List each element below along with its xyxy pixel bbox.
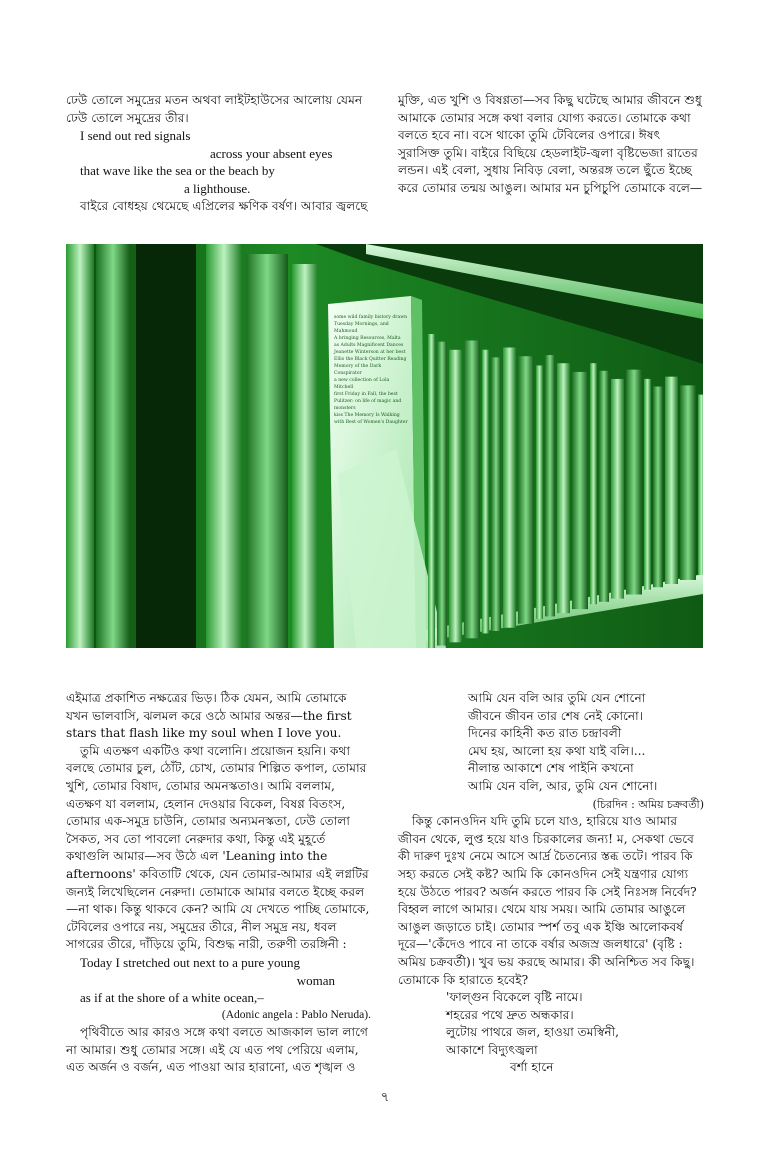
paragraph: মুক্তি, এত খুশি ও বিষণ্ণতা—সব কিছু ঘটেছে আমার জীবনে শুধু আমাকে তোমার সঙ্গে কথা বলার যোগ্য করতে। তোমাকে কথা বলতে হবে না। বসে থাকো তুমি টেবিলের ওপারে। ঈষৎ সুরাসিক্ত তুমি। বাইরে বিছিয়ে হেডলাইট-জ্বলা বৃষ্টিভেজা রাতের লন্ডন। এই বেলা, সুধায় নিবিড় বেলা, অন্তরঙ্গ তলে ছুঁতে ইচ্ছে করে তোমার তন্ময় আঙুল। আমার মন চুপিচুপি তোমাকে বলে— (398, 93, 703, 195)
bottom-right-column (398, 690, 704, 1077)
book-text-line: Tuesday Mornings, and Mahmoud (334, 322, 389, 334)
bookshelf-illustration (66, 244, 703, 648)
poem-line: I send out red signals (80, 128, 191, 144)
book-text-line: as Adults Magnificent Dances (334, 343, 404, 348)
poem-stanza (398, 989, 704, 1077)
paragraph: এইমাত্র প্রকাশিত নক্ষত্রের ভিড়। ঠিক যেমন, আমি তোমাকে যখন ভালবাসি, ঝলমল করে ওঠে আমার অন্তর—the first stars that flash like my soul when I love you. (66, 691, 352, 741)
poem-line: across your absent eyes (210, 145, 333, 161)
book-spine (665, 377, 678, 584)
song-line: দিনের কাহিনী কত রাত চন্দ্রাবলী (468, 726, 622, 741)
paragraph: বাইরে বোধহয় থেমেছে এপ্রিলের ক্ষণিক বর্ষণ। আবার জ্বলছে (80, 198, 368, 213)
citation: (চিরদিন : অমিয় চক্রবর্তী) (592, 797, 704, 811)
top-left-column (66, 92, 371, 215)
poem-line: woman (296, 972, 335, 988)
book-spine (545, 355, 555, 616)
bookshelf-photo (66, 244, 703, 648)
poem-line: বর্শা হানে (510, 1060, 554, 1075)
paragraph: কিন্তু কোনওদিন যদি তুমি চলে যাও, হারিয়ে যাও আমার জীবন থেকে, লুপ্ত হয়ে যাও চিরকালের জন্য! ম, সেকথা ভেবে কী দারুণ দুঃখ নেমে আসে আর্দ্র চৈতন্যের স্তব্ধ তটে। পারব কি সহ্য করতে সেই কষ্ট? আমি কি কোনওদিন সেই যন্ত্রণার যোগ্য হয়ে উঠতে পারব? অর্জন করতে পারব কি সেই নিঃসঙ্গ নির্বেদ? বিহ্বল লাগে আমার। থেমে যায় সময়। আমি তোমার আঙুলে আঙুল জড়াতে চাই। তোমার স্পর্শ তবু এক ইঞ্চি আলোকবর্ষ দূরে—'কেঁদেও পাবে না তাকে বর্ষার অজস্র জলধারে' (বৃষ্টি : অমিয় চক্রবর্তী)। খুব ভয় করছে আমার। কী অনিশ্চিত সব কিছু। তোমাকে কি হারাতে হবেই? (398, 814, 697, 987)
book-spine (698, 395, 703, 575)
book-spine (653, 387, 663, 588)
poem-line: as if at the shore of a white ocean,– (80, 990, 264, 1006)
poem-line: লুটোয় পাথরে জল, হাওয়া তমস্বিনী, (446, 1025, 620, 1040)
poem-line: that wave like the sea or the beach by (80, 163, 275, 179)
book-spine (518, 356, 534, 624)
song-line: মেঘ হয়, আলো হয় কথা যাই বলি।... (468, 743, 646, 758)
book-spine (611, 379, 624, 599)
book-text-line: first Friday in Fall, the best (334, 392, 398, 397)
song-line: নীলান্ত আকাশে শেষ পাইনি কখনো (468, 761, 634, 776)
page-number: ৭ (380, 1090, 390, 1105)
bottom-left-column (66, 690, 371, 1077)
poem-line: Today I stretched out next to a pure young (80, 954, 301, 970)
book-spine (572, 372, 588, 609)
book-spine (482, 350, 489, 634)
book-text-line: Pulitzer: on life of magic and monsters (334, 399, 402, 411)
song-line: আমি যেন বলি, আর, তুমি যেন শোনো। (468, 778, 658, 793)
citation: (Adonic angela : Pablo Neruda). (221, 1008, 371, 1021)
book-spine (437, 342, 447, 646)
poem-line: আকাশে বিদ্যুৎজ্বলা (446, 1042, 538, 1057)
book-spine (503, 348, 516, 628)
book-spine (644, 379, 651, 590)
book-text-line: with Best of Women's Daughter (334, 420, 408, 425)
paragraph: পৃথিবীতে আর কারও সঙ্গে কথা বলতে আজকাল ভাল লাগে না আমার। শুধু তোমার সঙ্গে। এই যে এত পথ পেরিয়ে এলাম, এত অর্জন ও বর্জন, এত পাওয়া আর হারানো, এত শৃঙ্খল ও (66, 1025, 368, 1075)
book-text-line: a new collection of Lola Mitchell (334, 378, 390, 390)
song-line: আমি যেন বলি আর তুমি যেন শোনো (468, 691, 646, 705)
book-text-line: A bringing Resources, Malta (334, 336, 401, 341)
song-line: জীবনে জীবন তার শেষ নেই কোনো। (468, 708, 644, 723)
book-text-line: some wild family history drawn (334, 315, 408, 320)
top-right-column (398, 92, 704, 198)
book-spine (428, 334, 435, 648)
poem-line: শহরের পথে দ্রুত অন্ধকার। (446, 1007, 574, 1022)
book-spine (557, 363, 570, 613)
book-cover-text (334, 314, 408, 426)
song-stanza (398, 690, 704, 796)
book-spine (626, 370, 642, 595)
book-spine (464, 340, 480, 638)
book-spine (680, 385, 696, 580)
book-spine (449, 350, 462, 643)
book-spine (599, 371, 609, 602)
paragraph: তুমি এতক্ষণ একটিও কথা বলোনি। প্রয়োজন হয়নি। কথা বলছে তোমার চুল, ঠোঁট, চোখ, তোমার শিল্পিত কপাল, তোমার খুশি, তোমার বিষাদ, তোমার অমনস্কতাও। আমি বললাম, এতক্ষণ যা বললাম, হেলান দেওয়ার বিকেল, বিষণ্ণ বিতংস, তোমার এক-সমুদ্র চাউনি, তোমার অন্যমনস্কতা, ঢেউ তোলা সৈকত, সব তো পাবলো নেরুদার কথা, কিন্তু এই মুহূর্তে কথাগুলি আমার—সব উঠে এল 'Leaning into the afternoons' কবিতাটি থেকে, যেন তোমার-আমার এই লগ্নটির জন্যই লিখেছিলেন নেরুদা। তোমাকে আমার বলতে ইচ্ছে করল—না থাক। কিন্তু থাকবে কেন? আমি যে দেখতে পাচ্ছি তোমাকে, টেবিলের ওপারে নয়, সমুদ্রের তীরে, নীল সমুদ্র নয়, ধবল সাগরের তীরে, দাঁড়িয়ে তুমি, বিশুদ্ধ নারী, তরুণী তরঙ্গিনী : (66, 743, 370, 952)
paragraph: ঢেউ তোলে সমুদ্রের মতন অথবা লাইটহাউসের আলোয় যেমন ঢেউ তোলে সমুদ্রের তীর। (66, 93, 363, 125)
book-spine (590, 363, 597, 604)
book-text-line: Ellis the Black Quitter Reading (334, 357, 407, 362)
poem-line: 'ফাল্গুন বিকেলে বৃষ্টি নামে। (446, 990, 583, 1005)
book-text-line: Memory of the Dark Conspirator (334, 364, 382, 376)
book-spine (491, 357, 501, 631)
book-spine (536, 365, 543, 618)
book-text-line: Jeanette Winterson at her best (334, 350, 406, 355)
book-text-line: kiss The Memory Is Walking (334, 413, 400, 418)
poem-line: a lighthouse. (184, 180, 251, 196)
